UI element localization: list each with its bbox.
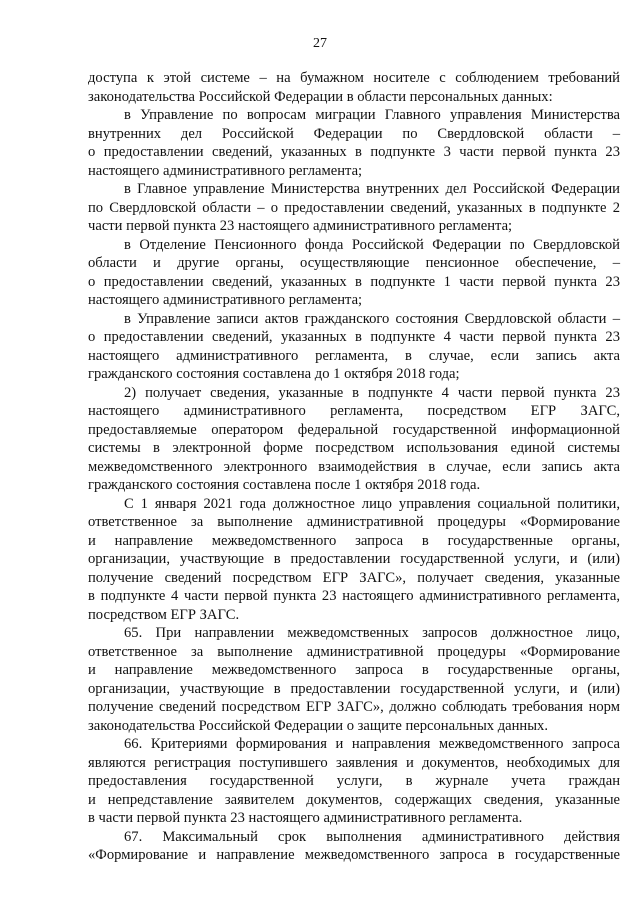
text-line: в Управление по вопросам миграции Главного управления Министерства xyxy=(124,107,620,123)
text-line: части первой пункта 23 настоящего административного регламента; xyxy=(88,218,513,234)
text-line: посредством ЕГР ЗАГС. xyxy=(88,606,240,623)
text-line: законодательства Российской Федерации о защите персональных данных. xyxy=(88,717,548,734)
text-line: предоставления государственной услуги, в журнале учета граждан xyxy=(88,773,620,789)
text-line: С 1 января 2021 года должностное лицо управления социальной политики, xyxy=(124,495,620,512)
text-line: ответственное за выполнение административной процедуры «Формирование xyxy=(88,514,620,530)
text-line: настоящего административного регламента, посредством ЕГР ЗАГС, xyxy=(88,403,620,419)
text-line: внутренних дел Российской Федерации по Свердловской области – xyxy=(88,125,620,142)
text-line: гражданского состояния составлена после 1 октября 2018 года. xyxy=(88,477,481,493)
text-line: о предоставлении сведений, указанных в подпункте 4 части первой пункта 23 xyxy=(88,329,620,345)
text-line: получение сведений посредством ЕГР ЗАГС», получает сведения, указанные xyxy=(88,569,620,586)
text-line: настоящего административного регламента; xyxy=(88,292,363,308)
text-line: системы в электронной форме посредством использования единой системы xyxy=(88,440,620,456)
text-line: в части первой пункта 23 настоящего административного регламента. xyxy=(88,810,523,826)
text-line: по Свердловской области – о предоставлении сведений, указанных в подпункте 2 xyxy=(88,199,620,216)
text-line: законодательства Российской Федерации в области персональных данных: xyxy=(88,88,553,105)
text-line: в подпункте 4 части первой пункта 23 настоящего административного регламента, xyxy=(88,588,620,604)
text-line: межведомственного электронного взаимодействия в случае, если запись акта xyxy=(88,458,620,475)
text-line: о предоставлении сведений, указанных в подпункте 1 части первой пункта 23 xyxy=(88,273,620,290)
text-line: 67. Максимальный срок выполнения административного действия xyxy=(124,828,620,845)
text-line: 65. При направлении межведомственных запросов должностное лицо, xyxy=(124,625,620,641)
text-line: получение сведений посредством ЕГР ЗАГС», должно соблюдать требования норм xyxy=(88,699,620,715)
text-line: о предоставлении сведений, указанных в подпункте 3 части первой пункта 23 xyxy=(88,144,620,160)
text-line: настоящего административного регламента; xyxy=(88,162,363,179)
text-line: настоящего административного регламента, в случае, если запись акта xyxy=(88,347,620,364)
text-line: 2) получает сведения, указанные в подпункте 4 части первой пункта 23 xyxy=(124,384,620,401)
text-line: области и другие органы, осуществляющие пенсионное обеспечение, – xyxy=(88,255,620,271)
text-line: являются регистрация поступившего заявления и документов, необходимых для xyxy=(88,754,620,771)
text-line: 66. Критериями формирования и направления межведомственного запроса xyxy=(124,736,620,752)
text-line: в Отделение Пенсионного фонда Российской Федерации по Свердловской xyxy=(124,236,620,253)
body-text xyxy=(88,69,620,865)
text-line: и непредставление заявителем документов, содержащих сведения, указанные xyxy=(88,791,620,808)
text-line: гражданского состояния составлена до 1 октября 2018 года; xyxy=(88,366,460,382)
text-line: и направление межведомственного запроса в государственные органы, xyxy=(88,662,620,678)
text-line: ответственное за выполнение административной процедуры «Формирование xyxy=(88,643,620,660)
text-line: «Формирование и направление межведомственного запроса в государственные xyxy=(88,847,620,863)
text-line: организации, участвующие в предоставлении государственной услуги, и (или) xyxy=(88,551,620,567)
text-line: и направление межведомственного запроса в государственные органы, xyxy=(88,532,620,549)
text-line: предоставляемые оператором федеральной государственной информационной xyxy=(88,421,620,438)
text-line: доступа к этой системе – на бумажном носителе с соблюдением требований xyxy=(88,70,620,86)
page-number: 27 xyxy=(313,36,327,51)
text-line: в Главное управление Министерства внутренних дел Российской Федерации xyxy=(124,181,620,197)
text-line: организации, участвующие в предоставлении государственной услуги, и (или) xyxy=(88,680,620,697)
text-line: в Управление записи актов гражданского состояния Свердловской области – xyxy=(124,310,620,327)
